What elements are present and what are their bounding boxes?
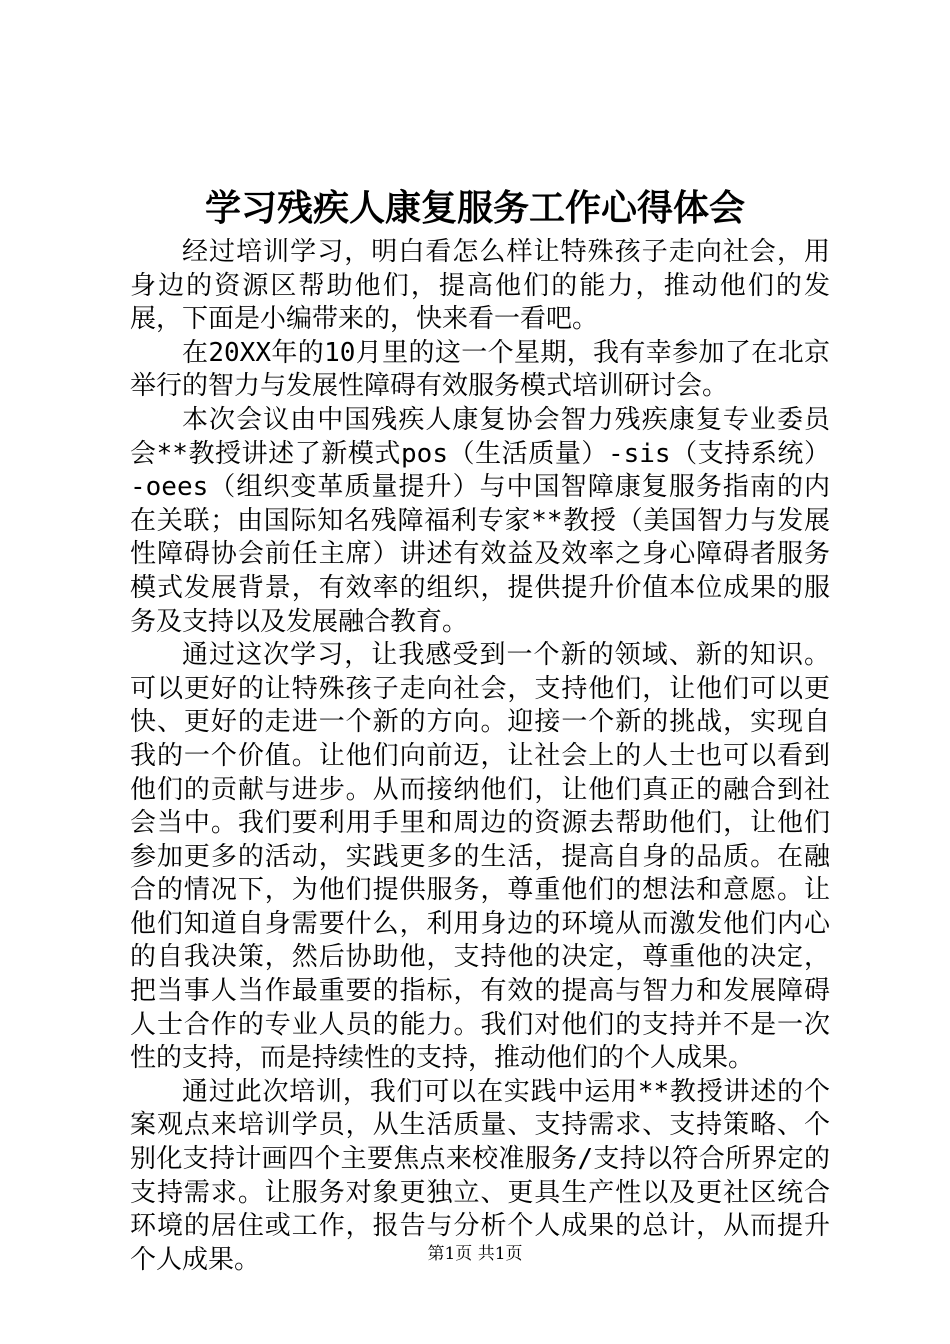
document-title: 学习残疾人康复服务工作心得体会 <box>204 187 745 229</box>
paragraph-conference: 在20XX年的10月里的这一个星期，我有幸参加了在北京举行的智力与发展性障碍有效服务模式培训研讨会。 <box>130 337 830 402</box>
paragraph-meeting-content: 本次会议由中国残疾人康复协会智力残疾康复专业委员会**教授讲述了新模式pos（生活质量）-sis（支持系统）-oees（组织变革质量提升）与中国智障康复服务指南的内在关联；由国际知名残障福利专家**教授（美国智力与发展性障碍协会前任主席）讲述有效益及效率之身心障碍者服务模式发展背景，有效率的组织，提供提升价值本位成果的服务及支持以及发展融合教育。 <box>130 404 830 637</box>
page-footer: 第1页 共1页 <box>427 1244 523 1264</box>
paragraph-application: 通过此次培训，我们可以在实践中运用**教授讲述的个案观点来培训学员，从生活质量、支持需求、支持策略、个别化支持计画四个主要焦点来校准服务/支持以符合所界定的支持需求。让服务对象更独立、更具生产性以及更社区统合环境的居住或工作，报告与分析个人成果的总计，从而提升个人成果。 <box>130 1076 830 1275</box>
paragraph-reflection: 通过这次学习，让我感受到一个新的领域、新的知识。可以更好的让特殊孩子走向社会，支持他们，让他们可以更快、更好的走进一个新的方向。迎接一个新的挑战，实现自我的一个价值。让他们向前迈，让社会上的人士也可以看到他们的贡献与进步。从而接纳他们，让他们真正的融合到社会当中。我们要利用手里和周边的资源去帮助他们，让他们参加更多的活动，实践更多的生活，提高自身的品质。在融合的情况下，为他们提供服务，尊重他们的想法和意愿。让他们知道自身需要什么，利用身边的环境从而激发他们内心的自我决策，然后协助他，支持他的决定，尊重他的决定，把当事人当作最重要的指标，有效的提高与智力和发展障碍人士合作的专业人员的能力。我们对他们的支持并不是一次性的支持，而是持续性的支持，推动他们的个人成果。 <box>130 640 830 1074</box>
paragraph-intro: 经过培训学习，明白看怎么样让特殊孩子走向社会，用身边的资源区帮助他们，提高他们的能力，推动他们的发展，下面是小编带来的，快来看一看吧。 <box>130 237 830 335</box>
document-body <box>130 236 830 1277</box>
